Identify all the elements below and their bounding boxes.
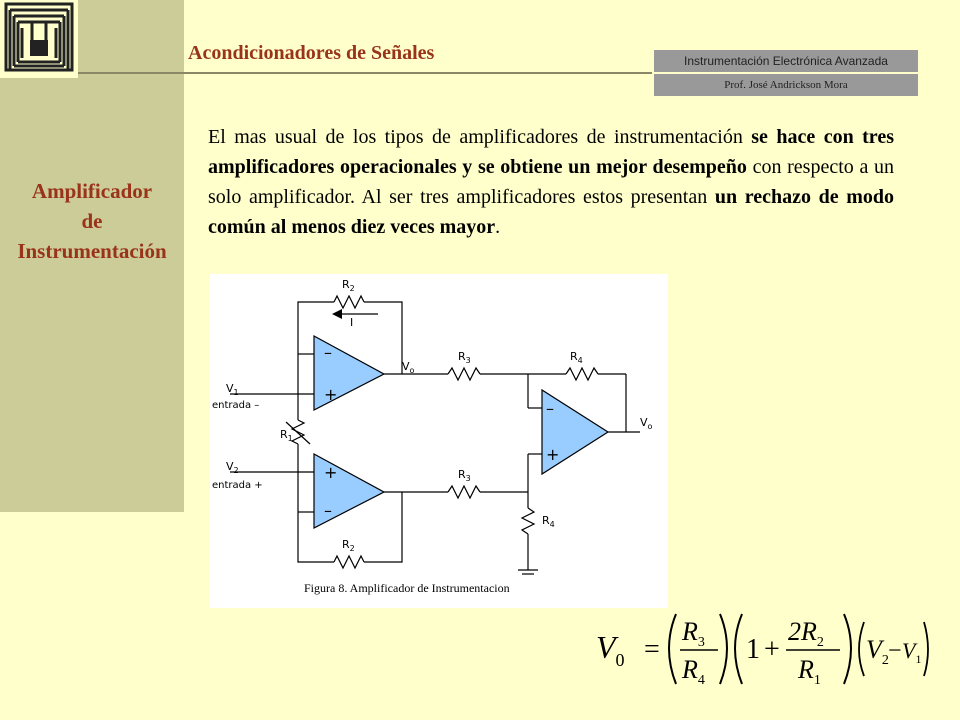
label: $R_3$ [458, 468, 471, 483]
label: $V_2$ [226, 460, 239, 475]
professor-label: Prof. José Andrickson Mora [654, 74, 918, 96]
wire [364, 492, 402, 562]
formula-plus: + [764, 634, 780, 665]
formula-v2: $V_2$ [866, 635, 889, 668]
gain-equation [590, 606, 930, 690]
paren [669, 614, 676, 684]
body-segment: El mas usual de los tipos de amplificadores de instrumentación [208, 126, 752, 148]
body-segment: con respecto a un solo amplificador. Al ser tres amplificadores estos presentan [208, 156, 894, 208]
label: $V_1$ [226, 382, 239, 397]
label: $R_4$ [542, 514, 555, 529]
label: $R_4$ [570, 350, 583, 365]
formula-lhs: $V_0$ [596, 629, 625, 670]
formula-v1: $V_1$ [902, 638, 922, 666]
section-title-line-3: Instrumentación [17, 239, 167, 263]
paren [844, 614, 851, 684]
formula-r4: $R_4$ [682, 655, 705, 688]
label: $R_1$ [280, 428, 293, 443]
paren [924, 622, 928, 676]
section-title-line-1: Amplificador [31, 179, 153, 203]
current-arrowhead [332, 309, 342, 319]
r4-bottom-resistor [522, 508, 534, 534]
slide-title: Acondicionadores de Señales [188, 42, 435, 64]
paren [859, 622, 864, 676]
r1-resistor [292, 420, 304, 444]
header-divider [78, 72, 652, 74]
course-label: Instrumentación Electrónica Avanzada [654, 50, 918, 72]
gain-formula [590, 606, 930, 690]
r2-bottom-resistor [334, 556, 364, 568]
r2-top-resistor [334, 296, 364, 308]
section-title-line-2: de [81, 209, 103, 233]
opamp-output-minus: – [546, 399, 554, 418]
instrumentation-amplifier-diagram [210, 274, 668, 608]
formula-eq: = [644, 634, 660, 665]
label: entrada + [212, 480, 263, 491]
opamp-top-plus: + [324, 385, 338, 404]
opamp-top-minus: – [324, 343, 332, 362]
formula-r1: $R_1$ [798, 655, 821, 688]
figure-caption: Figura 8. Amplificador de Instrumentacion [304, 581, 510, 595]
label: $R_3$ [458, 350, 471, 365]
label: $V_o$ [402, 360, 415, 375]
formula-r3: $R_3$ [682, 617, 705, 650]
formula-2r2: $2R_2$ [788, 617, 824, 650]
formula-minus: − [888, 638, 902, 664]
label: $R_2$ [342, 538, 355, 553]
body-segment: . [495, 216, 501, 238]
label: I [350, 316, 354, 329]
label: entrada – [212, 400, 260, 411]
r4-top-resistor [566, 368, 598, 380]
label: $R_2$ [342, 278, 355, 293]
circuit-figure [210, 274, 668, 608]
logo [0, 0, 78, 78]
opamp-bottom-minus: – [324, 501, 332, 520]
paren [720, 614, 727, 684]
section-title [0, 176, 184, 266]
formula-one: 1 [746, 634, 760, 665]
institution-logo-icon [0, 0, 78, 78]
paren [735, 614, 742, 684]
body-segment-bold: se hace con tres amplificadores operacionales y se obtiene un mejor desempeño [208, 126, 894, 178]
r3-top-resistor [448, 368, 480, 380]
body-segment-bold: un rechazo de modo común al menos diez veces mayor [208, 186, 894, 238]
wire [364, 302, 402, 374]
label: $V_o$ [640, 416, 653, 431]
r3-bottom-resistor [448, 486, 480, 498]
body-paragraph [208, 122, 894, 242]
opamp-output-plus: + [546, 445, 560, 464]
opamp-bottom-plus: + [324, 463, 338, 482]
